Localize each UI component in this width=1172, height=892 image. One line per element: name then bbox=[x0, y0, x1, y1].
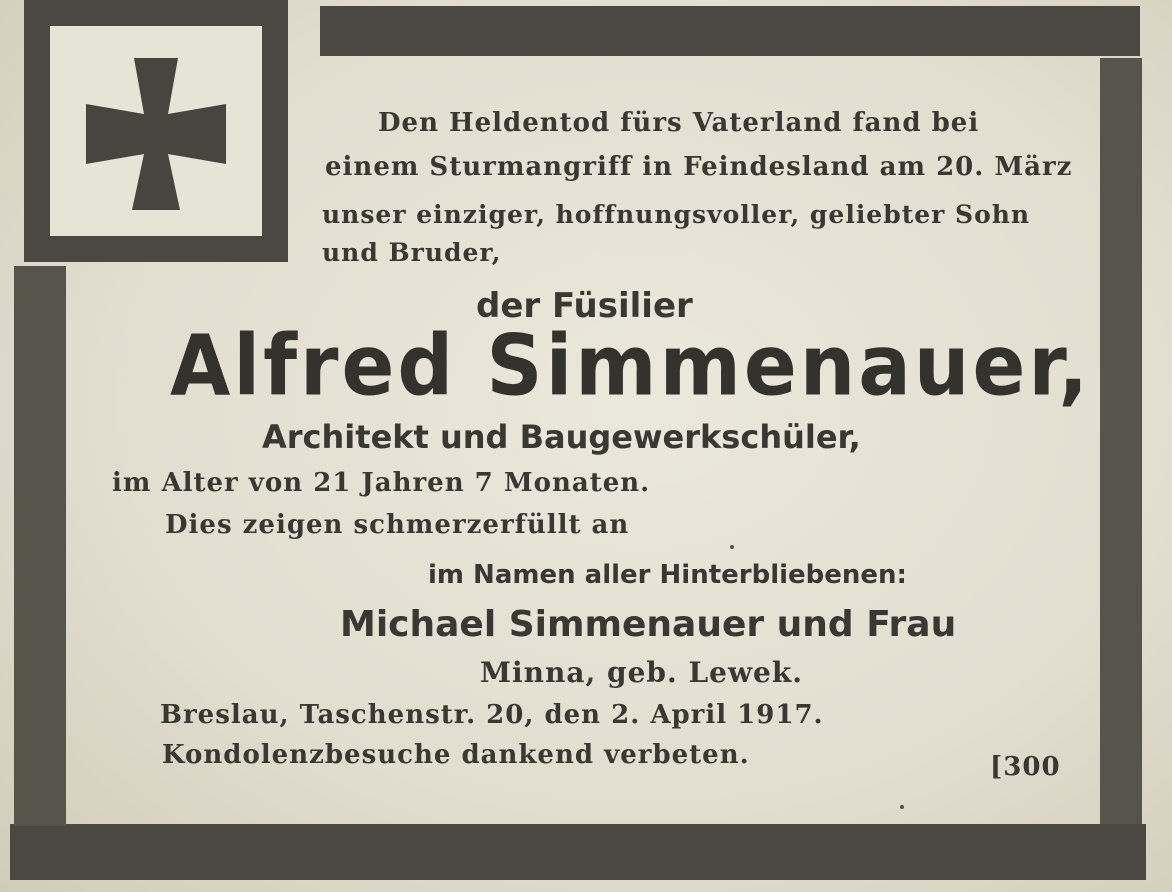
ink-speck bbox=[730, 545, 734, 549]
iron-cross-icon bbox=[76, 54, 236, 214]
condolence-line: Kondolenzbesuche dankend verbeten. bbox=[162, 740, 750, 770]
border-top bbox=[320, 6, 1140, 56]
reference-number: [300 bbox=[990, 752, 1061, 782]
notice-line-3: unser einziger, hoffnungsvoller, geliebter Sohn bbox=[322, 200, 1031, 229]
ink-speck bbox=[900, 805, 904, 809]
notice-line-4: und Bruder, bbox=[322, 238, 502, 267]
border-left bbox=[14, 266, 66, 826]
border-bottom bbox=[10, 824, 1146, 880]
rank-title: der Füsilier bbox=[476, 286, 693, 326]
announce-line: Dies zeigen schmerzerfüllt an bbox=[165, 510, 630, 540]
notice-line-1: Den Heldentod fürs Vaterland fand bei bbox=[378, 108, 980, 138]
deceased-name: Alfred Simmenauer, bbox=[170, 318, 1091, 416]
cross-panel bbox=[50, 26, 262, 236]
place-date-line: Breslau, Taschenstr. 20, den 2. April 1917. bbox=[160, 700, 824, 730]
border-right bbox=[1100, 58, 1142, 838]
parents-line: Michael Simmenauer und Frau bbox=[340, 604, 957, 645]
on-behalf-line: im Namen aller Hinterbliebenen: bbox=[428, 560, 907, 590]
profession: Architekt und Baugewerkschüler, bbox=[262, 418, 861, 456]
age-line: im Alter von 21 Jahren 7 Monaten. bbox=[112, 468, 651, 498]
mother-line: Minna, geb. Lewek. bbox=[480, 656, 804, 689]
notice-line-2: einem Sturmangriff in Feindesland am 20. März bbox=[325, 152, 1073, 182]
